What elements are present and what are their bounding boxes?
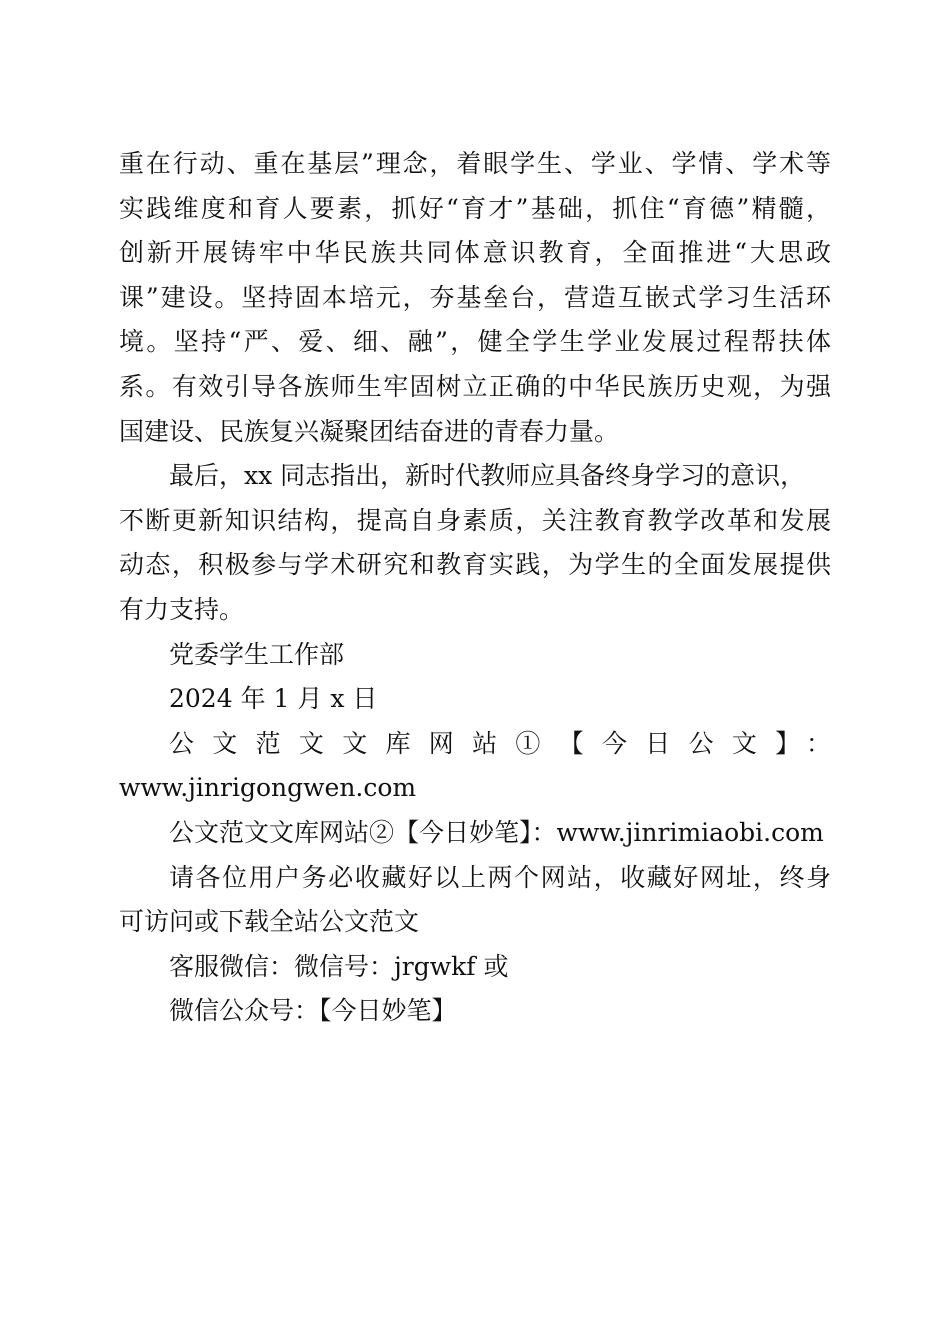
- paragraph-2: [119, 454, 831, 632]
- paragraph-1-line: 重在行动、重在基层”理念，着眼学生、学业、学情、学术等: [119, 149, 831, 178]
- official-account: 微信公众号：【今日妙笔】: [169, 996, 457, 1026]
- paragraph-2-line: 有力支持。: [119, 594, 245, 624]
- paragraph-2-line: 动态，积极参与学术研究和教育实践，为学生的全面发展提供: [119, 550, 831, 580]
- signature-date: 2024 年 1 月 x 日: [169, 684, 378, 714]
- paragraph-1-line: 境。坚持“严、爱、细、融”，健全学生学业发展过程帮扶体: [119, 327, 831, 357]
- paragraph-1-line: 实践维度和育人要素，抓好“育才”基础，抓住“育德”精髓，: [119, 193, 831, 223]
- signature-department: 党委学生工作部: [169, 639, 345, 669]
- service-wechat: 客服微信：微信号：jrgwkf 或: [169, 951, 509, 981]
- paragraph-2-line: 最后，xx 同志指出，新时代教师应具备终身学习的意识，: [169, 461, 806, 491]
- paragraph-1-line: 国建设、民族复兴凝聚团结奋进的青春力量。: [119, 416, 620, 446]
- site2-line[interactable]: 公文范文文库网站②【今日妙笔】：www.jinrimiaobi.com: [169, 817, 824, 847]
- notice-line: 请各位用户务必收藏好以上两个网站，收藏好网址，终身: [169, 862, 831, 892]
- paragraph-2-line: 不断更新知识结构，提高自身素质，关注教育教学改革和发展: [119, 505, 831, 535]
- site1-label: 公文范文文库网站①【今日公文】：: [169, 728, 831, 758]
- site1-url[interactable]: www.jinrigongwen.com: [119, 773, 417, 803]
- notice-line: 可访问或下载全站公文范文: [119, 907, 420, 937]
- document-body: [119, 142, 831, 1034]
- paragraph-1-line: 创新开展铸牢中华民族共同体意识教育，全面推进“大思政: [119, 238, 831, 268]
- paragraph-1-line: 课”建设。坚持固本培元，夯基垒台，营造互嵌式学习生活环: [119, 282, 831, 312]
- paragraph-1-line: 系。有效引导各族师生牢固树立正确的中华民族历史观，为强: [119, 371, 831, 401]
- paragraph-1: [119, 142, 831, 454]
